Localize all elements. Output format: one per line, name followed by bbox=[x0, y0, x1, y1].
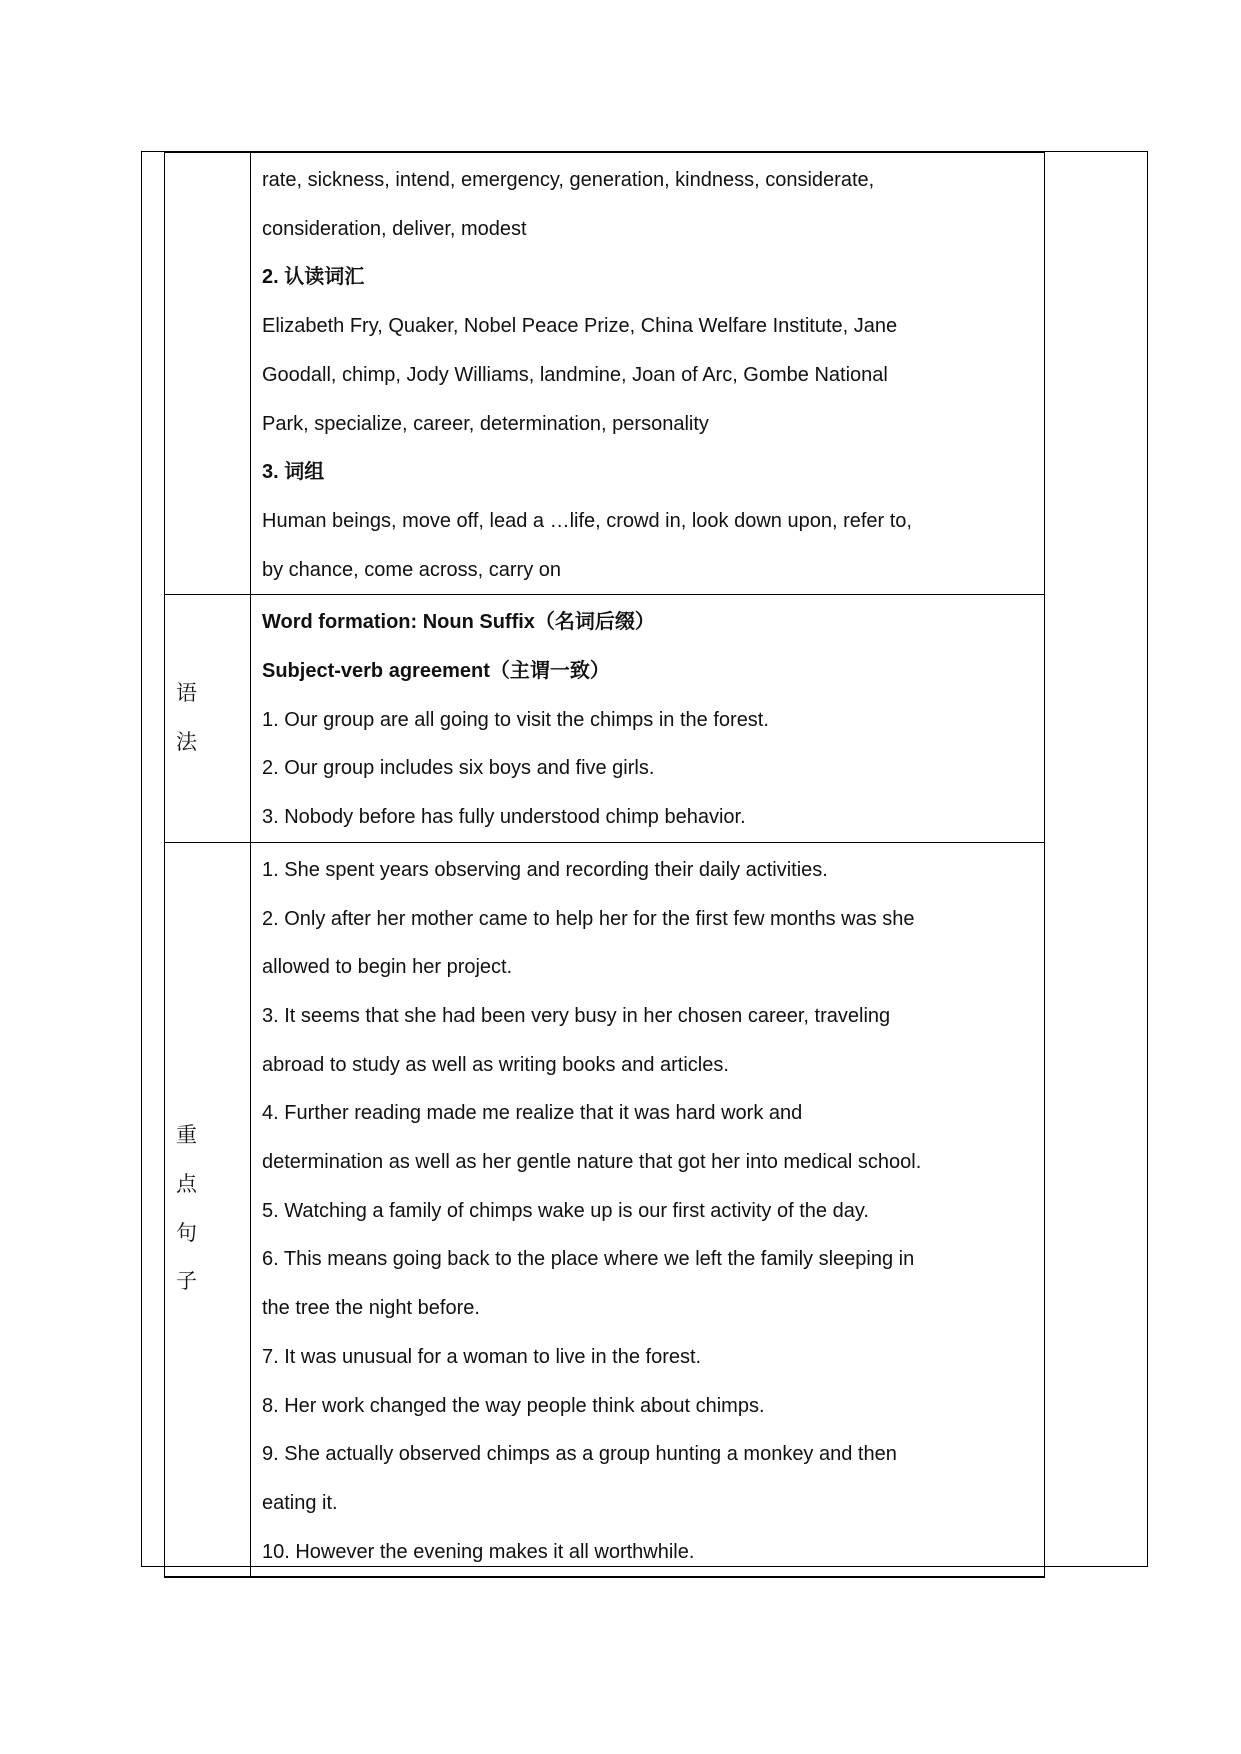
label-char: 点 bbox=[176, 1172, 197, 1196]
row-label bbox=[165, 843, 251, 1577]
row-label bbox=[165, 595, 251, 842]
text-line: Park, specialize, career, determination, personality bbox=[262, 412, 709, 435]
row-content bbox=[251, 595, 1044, 842]
text-line: rate, sickness, intend, emergency, generation, kindness, considerate, bbox=[262, 169, 875, 191]
text-line: 4. Further reading made me realize that it was hard work and bbox=[262, 1102, 803, 1125]
row-content bbox=[251, 153, 1044, 594]
section-heading: 2. 认读词汇 bbox=[262, 266, 365, 289]
lesson-table bbox=[164, 151, 1045, 1578]
label-char: 法 bbox=[176, 730, 197, 754]
vocabulary-row bbox=[165, 153, 1044, 595]
text-line: 3. Nobody before has fully understood chimp behavior. bbox=[262, 806, 746, 829]
text-line: 9. She actually observed chimps as a group hunting a monkey and then bbox=[262, 1443, 897, 1466]
label-char: 子 bbox=[176, 1270, 197, 1294]
text-line: 2. Only after her mother came to help her for the first few months was she bbox=[262, 907, 915, 930]
text-line: determination as well as her gentle nature that got her into medical school. bbox=[262, 1151, 922, 1174]
text-line: 6. This means going back to the place where we left the family sleeping in bbox=[262, 1248, 915, 1271]
label-char: 语 bbox=[176, 681, 197, 705]
text-line: 2. Our group includes six boys and five girls. bbox=[262, 757, 655, 780]
label-char: 重 bbox=[176, 1124, 197, 1148]
section-heading: Word formation: Noun Suffix（名词后缀） bbox=[262, 611, 655, 634]
text-line: 1. Our group are all going to visit the chimps in the forest. bbox=[262, 708, 769, 731]
text-line: eating it. bbox=[262, 1491, 338, 1514]
text-line: Human beings, move off, lead a …life, crowd in, look down upon, refer to, bbox=[262, 509, 912, 532]
label-char: 句 bbox=[176, 1221, 197, 1245]
grammar-row bbox=[165, 595, 1044, 843]
text-line: Goodall, chimp, Jody Williams, landmine, Joan of Arc, Gombe National bbox=[262, 363, 888, 386]
text-line: allowed to begin her project. bbox=[262, 956, 513, 979]
row-content bbox=[251, 843, 1044, 1577]
text-line: the tree the night before. bbox=[262, 1297, 480, 1320]
text-line: Elizabeth Fry, Quaker, Nobel Peace Prize, China Welfare Institute, Jane bbox=[262, 315, 898, 338]
text-line: 5. Watching a family of chimps wake up is our first activity of the day. bbox=[262, 1199, 869, 1222]
text-line: 3. It seems that she had been very busy in her chosen career, traveling bbox=[262, 1004, 891, 1027]
text-line: abroad to study as well as writing books and articles. bbox=[262, 1053, 729, 1076]
text-line: 1. She spent years observing and recording their daily activities. bbox=[262, 858, 828, 881]
text-line: 10. However the evening makes it all worthwhile. bbox=[262, 1540, 695, 1563]
row-label bbox=[165, 153, 251, 594]
text-line: 7. It was unusual for a woman to live in the forest. bbox=[262, 1345, 702, 1368]
key-sentences-row bbox=[165, 843, 1044, 1577]
text-line: 8. Her work changed the way people think about chimps. bbox=[262, 1394, 765, 1417]
text-line: by chance, come across, carry on bbox=[262, 558, 562, 581]
text-line: consideration, deliver, modest bbox=[262, 217, 527, 240]
section-heading: 3. 词组 bbox=[262, 461, 325, 484]
section-heading: Subject-verb agreement（主谓一致） bbox=[262, 660, 610, 683]
